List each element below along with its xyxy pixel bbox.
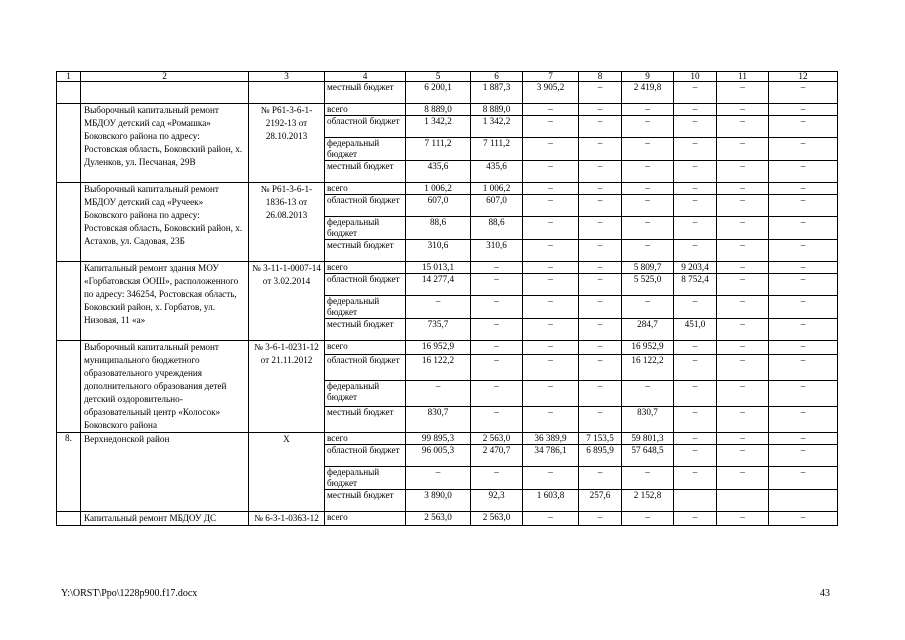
value-cell: 830,7 [406, 407, 471, 433]
budget-type-cell: местный бюджет [325, 319, 406, 341]
budget-type-cell: всего [325, 433, 406, 445]
column-number-11: 11 [717, 72, 769, 82]
budget-type-cell: всего [325, 512, 406, 526]
value-cell: – [674, 380, 717, 407]
column-number-5: 5 [406, 72, 471, 82]
value-cell: – [471, 296, 523, 319]
value-cell: – [579, 380, 622, 407]
row-number-cell [57, 512, 81, 526]
value-cell: – [769, 104, 838, 116]
value-cell: – [717, 116, 769, 138]
value-cell [717, 490, 769, 512]
object-name-cell: Выборочный капитальный ремонт муниципального бюджетного образовательного учреждения дополнительного образования детей детский оздоровительно-образовательный центр «Колосок» Боковского района [81, 341, 249, 433]
value-cell: – [717, 274, 769, 296]
budget-type-cell: местный бюджет [325, 407, 406, 433]
value-cell: – [579, 262, 622, 274]
value-cell: 14 277,4 [406, 274, 471, 296]
column-number-4: 4 [325, 72, 406, 82]
value-cell: – [717, 354, 769, 380]
column-number-8: 8 [579, 72, 622, 82]
budget-type-cell: федеральный бюджет [325, 467, 406, 490]
column-number-6: 6 [471, 72, 523, 82]
row-number-cell [57, 341, 81, 433]
value-cell: – [674, 195, 717, 217]
value-cell: – [579, 341, 622, 355]
value-cell: – [622, 195, 674, 217]
budget-type-cell: областной бюджет [325, 116, 406, 138]
value-cell: 7 153,5 [579, 433, 622, 445]
value-cell: – [674, 296, 717, 319]
value-cell: 7 111,2 [406, 138, 471, 161]
column-number-7: 7 [523, 72, 579, 82]
value-cell: 2 563,0 [406, 512, 471, 526]
value-cell: – [769, 195, 838, 217]
value-cell: – [674, 82, 717, 104]
value-cell: 99 895,3 [406, 433, 471, 445]
value-cell: 451,0 [674, 319, 717, 341]
value-cell: – [579, 240, 622, 262]
value-cell: – [471, 274, 523, 296]
value-cell: – [717, 195, 769, 217]
row-number-cell [57, 82, 81, 104]
row-number-cell [57, 183, 81, 262]
column-number-3: 3 [249, 72, 325, 82]
value-cell: – [717, 407, 769, 433]
value-cell: – [717, 512, 769, 526]
value-cell: – [579, 82, 622, 104]
value-cell: 1 342,2 [471, 116, 523, 138]
document-cell: № Р61-3-6-1-1836-13 от 26.08.2013 [249, 183, 325, 262]
value-cell: 3 905,2 [523, 82, 579, 104]
value-cell: 284,7 [622, 319, 674, 341]
object-name-cell [81, 82, 249, 104]
value-cell: – [622, 138, 674, 161]
value-cell: – [769, 183, 838, 195]
value-cell: 6 200,1 [406, 82, 471, 104]
value-cell: – [579, 195, 622, 217]
value-cell: 2 563,0 [471, 433, 523, 445]
value-cell: – [579, 354, 622, 380]
value-cell: – [622, 161, 674, 183]
value-cell: – [674, 445, 717, 467]
value-cell: 3 890,0 [406, 490, 471, 512]
value-cell: – [579, 407, 622, 433]
value-cell: 36 389,9 [523, 433, 579, 445]
value-cell: – [622, 512, 674, 526]
value-cell: 88,6 [471, 217, 523, 240]
value-cell: – [717, 82, 769, 104]
value-cell: – [769, 274, 838, 296]
value-cell: – [471, 407, 523, 433]
budget-type-cell: федеральный бюджет [325, 217, 406, 240]
value-cell: – [579, 274, 622, 296]
object-name-cell: Выборочный капитальный ремонт МБДОУ детский сад «Ручеек» Боковского района по адресу: Ростовская область, Боковский район, х. Астахов, ул. Садовая, 23Б [81, 183, 249, 262]
document-cell: № Р61-3-6-1-2192-13 от 28.10.2013 [249, 104, 325, 183]
value-cell: – [622, 104, 674, 116]
value-cell: 735,7 [406, 319, 471, 341]
column-number-10: 10 [674, 72, 717, 82]
value-cell: – [717, 104, 769, 116]
budget-type-cell: федеральный бюджет [325, 380, 406, 407]
value-cell: – [523, 138, 579, 161]
budget-type-cell: всего [325, 341, 406, 355]
value-cell: – [674, 407, 717, 433]
value-cell: 607,0 [406, 195, 471, 217]
value-cell: – [523, 217, 579, 240]
value-cell: 1 887,3 [471, 82, 523, 104]
value-cell: – [717, 183, 769, 195]
table-row [57, 433, 838, 445]
value-cell: – [523, 116, 579, 138]
column-number-2: 2 [81, 72, 249, 82]
document-cell: № 3-11-1-0007-14 от 3.02.2014 [249, 262, 325, 341]
budget-type-cell: областной бюджет [325, 445, 406, 467]
value-cell: – [674, 354, 717, 380]
value-cell: 9 203,4 [674, 262, 717, 274]
budget-type-cell: всего [325, 183, 406, 195]
value-cell: – [579, 319, 622, 341]
value-cell: – [523, 195, 579, 217]
budget-type-cell: всего [325, 104, 406, 116]
budget-type-cell: местный бюджет [325, 161, 406, 183]
value-cell: – [523, 354, 579, 380]
value-cell: 59 801,3 [622, 433, 674, 445]
value-cell: – [579, 161, 622, 183]
value-cell: – [674, 240, 717, 262]
value-cell: 830,7 [622, 407, 674, 433]
document-cell: № 6-3-1-0363-12 [249, 512, 325, 526]
value-cell: – [717, 262, 769, 274]
budget-type-cell: областной бюджет [325, 195, 406, 217]
column-number-12: 12 [769, 72, 838, 82]
value-cell: 96 005,3 [406, 445, 471, 467]
value-cell: – [674, 183, 717, 195]
value-cell: – [674, 104, 717, 116]
value-cell: 1 603,8 [523, 490, 579, 512]
value-cell: – [717, 296, 769, 319]
value-cell: – [523, 380, 579, 407]
value-cell [769, 490, 838, 512]
value-cell: – [674, 161, 717, 183]
footer-file-path: Y:\ORST\Ppo\1228p900.f17.docx [61, 588, 198, 599]
value-cell: – [523, 467, 579, 490]
value-cell: 5 525,0 [622, 274, 674, 296]
value-cell: – [674, 467, 717, 490]
value-cell: – [769, 138, 838, 161]
value-cell: 6 895,9 [579, 445, 622, 467]
value-cell: – [769, 467, 838, 490]
value-cell: – [523, 341, 579, 355]
value-cell: – [674, 433, 717, 445]
value-cell: 15 013,1 [406, 262, 471, 274]
value-cell: – [471, 319, 523, 341]
row-number-cell [57, 104, 81, 183]
value-cell: 16 122,2 [622, 354, 674, 380]
document-cell: № 3-6-1-0231-12 от 21.11.2012 [249, 341, 325, 433]
object-name-cell: Выборочный капитальный ремонт МБДОУ детский сад «Ромашка» Боковского района по адресу: Ростовская область, Боковский район, х. Дуленков, ул. Песчаная, 29В [81, 104, 249, 183]
table-row [57, 104, 838, 116]
value-cell: – [523, 161, 579, 183]
value-cell: 92,3 [471, 490, 523, 512]
value-cell: 34 786,1 [523, 445, 579, 467]
value-cell: 16 952,9 [406, 341, 471, 355]
value-cell: – [769, 445, 838, 467]
value-cell: – [523, 262, 579, 274]
value-cell: 435,6 [406, 161, 471, 183]
value-cell: – [717, 380, 769, 407]
value-cell: – [674, 138, 717, 161]
budget-type-cell: всего [325, 262, 406, 274]
value-cell: – [674, 116, 717, 138]
value-cell: – [622, 116, 674, 138]
value-cell: – [579, 217, 622, 240]
value-cell: – [523, 296, 579, 319]
value-cell: – [717, 445, 769, 467]
value-cell: 16 952,9 [622, 341, 674, 355]
table-row [57, 262, 838, 274]
value-cell: 2 470,7 [471, 445, 523, 467]
value-cell: – [717, 341, 769, 355]
value-cell: – [769, 433, 838, 445]
value-cell: – [579, 116, 622, 138]
value-cell: – [579, 512, 622, 526]
budget-type-cell: федеральный бюджет [325, 296, 406, 319]
value-cell: – [523, 407, 579, 433]
budget-type-cell: федеральный бюджет [325, 138, 406, 161]
value-cell: – [471, 341, 523, 355]
value-cell: 5 809,7 [622, 262, 674, 274]
value-cell: 1 006,2 [406, 183, 471, 195]
value-cell: 607,0 [471, 195, 523, 217]
value-cell: – [717, 467, 769, 490]
budget-type-cell: областной бюджет [325, 274, 406, 296]
value-cell: – [717, 161, 769, 183]
value-cell: – [579, 183, 622, 195]
value-cell: – [471, 262, 523, 274]
value-cell: 8 752,4 [674, 274, 717, 296]
value-cell: 57 648,5 [622, 445, 674, 467]
value-cell: 310,6 [471, 240, 523, 262]
value-cell: – [769, 240, 838, 262]
value-cell: – [769, 407, 838, 433]
value-cell: – [523, 319, 579, 341]
value-cell: – [769, 354, 838, 380]
value-cell: – [523, 274, 579, 296]
row-number-cell: 8. [57, 433, 81, 512]
value-cell: 2 563,0 [471, 512, 523, 526]
value-cell: – [717, 217, 769, 240]
table-row [57, 512, 838, 526]
budget-type-cell: местный бюджет [325, 240, 406, 262]
value-cell: – [406, 467, 471, 490]
value-cell: – [769, 380, 838, 407]
value-cell: – [406, 380, 471, 407]
document-cell: Х [249, 433, 325, 512]
value-cell: – [769, 217, 838, 240]
value-cell: 435,6 [471, 161, 523, 183]
value-cell: 1 342,2 [406, 116, 471, 138]
footer-page-number: 43 [820, 588, 830, 599]
value-cell: – [523, 183, 579, 195]
value-cell: – [622, 240, 674, 262]
value-cell: – [717, 138, 769, 161]
header-row [57, 72, 838, 82]
value-cell: – [523, 240, 579, 262]
value-cell [674, 490, 717, 512]
value-cell: 8 889,0 [406, 104, 471, 116]
value-cell: – [622, 217, 674, 240]
value-cell: – [769, 82, 838, 104]
object-name-cell: Капитальный ремонт МБДОУ ДС [81, 512, 249, 526]
value-cell: 257,6 [579, 490, 622, 512]
value-cell: 2 152,8 [622, 490, 674, 512]
value-cell: – [717, 433, 769, 445]
document-cell [249, 82, 325, 104]
value-cell: – [674, 217, 717, 240]
value-cell: 2 419,8 [622, 82, 674, 104]
value-cell: – [622, 183, 674, 195]
value-cell: – [622, 296, 674, 319]
value-cell: – [769, 319, 838, 341]
value-cell: – [769, 161, 838, 183]
value-cell: – [769, 262, 838, 274]
value-cell: – [769, 116, 838, 138]
value-cell: – [579, 104, 622, 116]
value-cell: – [674, 341, 717, 355]
value-cell: 310,6 [406, 240, 471, 262]
column-number-1: 1 [57, 72, 81, 82]
value-cell: – [471, 354, 523, 380]
value-cell: – [717, 240, 769, 262]
column-number-9: 9 [622, 72, 674, 82]
value-cell: – [769, 296, 838, 319]
value-cell: – [471, 467, 523, 490]
table-row [57, 341, 838, 355]
value-cell: 8 889,0 [471, 104, 523, 116]
value-cell: – [622, 380, 674, 407]
value-cell: 1 006,2 [471, 183, 523, 195]
value-cell: – [406, 296, 471, 319]
value-cell: – [471, 380, 523, 407]
value-cell: – [717, 319, 769, 341]
value-cell: – [579, 296, 622, 319]
table-row [57, 82, 838, 104]
object-name-cell: Капитальный ремонт здания МОУ «Горбатовская ООШ», расположенного по адресу: 346254, Ростовская область, Боковский район, х. Горбатов, ул. Низовая, 11 «а» [81, 262, 249, 341]
value-cell: 7 111,2 [471, 138, 523, 161]
budget-type-cell: областной бюджет [325, 354, 406, 380]
value-cell: – [674, 512, 717, 526]
value-cell: – [769, 512, 838, 526]
value-cell: – [523, 104, 579, 116]
table-row [57, 183, 838, 195]
budget-type-cell: местный бюджет [325, 490, 406, 512]
budget-type-cell: местный бюджет [325, 82, 406, 104]
budget-table [56, 71, 838, 526]
value-cell: – [769, 341, 838, 355]
value-cell: – [523, 512, 579, 526]
value-cell: 16 122,2 [406, 354, 471, 380]
row-number-cell [57, 262, 81, 341]
value-cell: – [579, 138, 622, 161]
value-cell: 88,6 [406, 217, 471, 240]
value-cell: – [622, 467, 674, 490]
object-name-cell: Верхнедонской район [81, 433, 249, 512]
value-cell: – [579, 467, 622, 490]
